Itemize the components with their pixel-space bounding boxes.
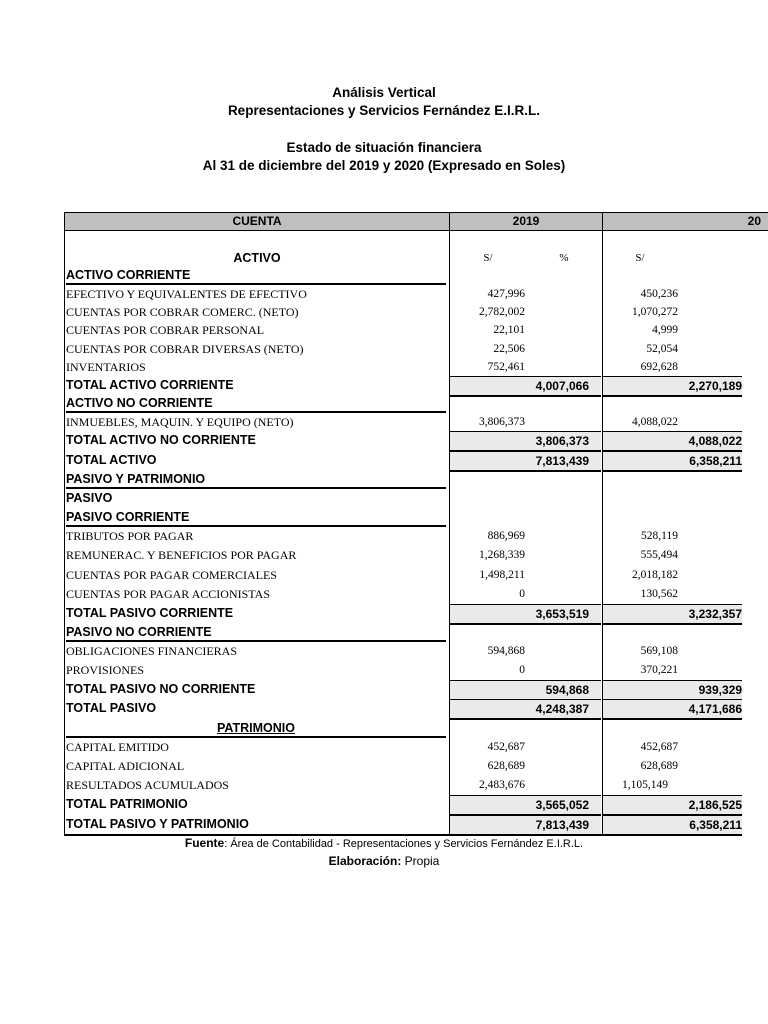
value-2020: 555,494 <box>640 549 678 561</box>
percent-header: % <box>559 252 569 264</box>
table-row <box>64 757 684 776</box>
header-year-2020 <box>602 212 768 231</box>
value-2020: 4,999 <box>652 324 678 336</box>
table-row-total <box>64 604 742 623</box>
value-2019: 3,806,373 <box>479 416 525 428</box>
table-row <box>64 394 684 413</box>
value-2019-text: 7,813,439 <box>535 818 589 832</box>
value-2020: 692,628 <box>640 361 678 373</box>
value-2019: 752,461 <box>487 361 525 373</box>
row-label: TOTAL PASIVO <box>66 701 157 715</box>
row-label: PASIVO Y PATRIMONIO <box>66 470 446 489</box>
value-2020-text: 2,186,525 <box>688 798 742 812</box>
value-2019 <box>449 604 601 625</box>
row-label: REMUNERAC. Y BENEFICIOS POR PAGAR <box>66 548 297 562</box>
currency-2020: S/ <box>635 252 645 264</box>
row-label: TOTAL PASIVO Y PATRIMONIO <box>66 817 249 831</box>
row-label: INVENTARIOS <box>66 360 146 374</box>
row-label: PASIVO NO CORRIENTE <box>66 623 446 642</box>
value-2020 <box>602 604 742 625</box>
value-2020: 4,088,022 <box>632 416 678 428</box>
table-row <box>64 470 684 489</box>
value-2019 <box>449 451 601 472</box>
table-row-total <box>64 431 742 450</box>
value-2019-text: 594,868 <box>545 683 589 697</box>
table-row-total <box>64 451 742 470</box>
row-label: OBLIGACIONES FINANCIERAS <box>66 644 238 658</box>
value-2020: 130,562 <box>640 588 678 600</box>
table-row <box>64 738 684 757</box>
value-2020 <box>602 795 742 816</box>
table-row <box>64 303 684 322</box>
row-label: CUENTAS POR COBRAR DIVERSAS (NETO) <box>66 342 304 356</box>
value-2019 <box>449 680 601 701</box>
fuente-text: : Área de Contabilidad - Representaciones y Servicios Fernández E.I.R.L. <box>224 838 584 850</box>
title-line-1: Análisis Vertical <box>332 85 436 100</box>
currency-2019: S/ <box>483 252 493 264</box>
value-2019 <box>449 795 601 816</box>
value-2019-text: 3,653,519 <box>535 607 589 621</box>
value-2019 <box>449 815 601 836</box>
table-row <box>64 321 684 340</box>
row-label: CUENTAS POR COBRAR PERSONAL <box>66 323 265 337</box>
table-header <box>64 212 768 231</box>
value-2020-text: 2,270,189 <box>688 379 742 393</box>
row-label: TOTAL PASIVO NO CORRIENTE <box>66 682 256 696</box>
row-label <box>66 719 446 738</box>
table-row <box>64 546 684 565</box>
value-2020: 528,119 <box>641 530 678 542</box>
value-2020: 370,221 <box>640 664 678 676</box>
column-divider-2020 <box>602 231 603 835</box>
value-2019: 22,506 <box>493 343 525 355</box>
value-2020: 1,105,149 <box>622 779 668 791</box>
value-2020: 569,108 <box>640 645 678 657</box>
title-line-4: Al 31 de diciembre del 2019 y 2020 (Expresado en Soles) <box>202 158 566 173</box>
header-year-2019: 2019 <box>449 212 603 231</box>
value-2020: 450,236 <box>640 288 678 300</box>
table-row <box>64 489 684 508</box>
table-row-total <box>64 795 742 814</box>
header-year-2020-text: 20 <box>747 214 761 228</box>
table-row <box>64 413 684 432</box>
table-row <box>64 661 684 680</box>
value-2019: 594,868 <box>487 645 525 657</box>
row-label: CAPITAL ADICIONAL <box>66 759 185 773</box>
value-2019-text: 4,248,387 <box>535 702 589 716</box>
value-2020: 1,070,272 <box>632 306 678 318</box>
row-label: TOTAL ACTIVO CORRIENTE <box>66 378 234 392</box>
table-row <box>64 642 684 661</box>
footer-elaboration <box>0 854 768 868</box>
table-row <box>64 776 684 795</box>
row-label: TOTAL ACTIVO NO CORRIENTE <box>66 433 256 447</box>
row-label: CUENTAS POR PAGAR ACCIONISTAS <box>66 587 271 601</box>
row-label: TOTAL PASIVO CORRIENTE <box>66 606 234 620</box>
value-2020-text: 4,088,022 <box>688 434 742 448</box>
value-2020 <box>602 680 742 701</box>
value-2019: 427,996 <box>487 288 525 300</box>
row-label: PROVISIONES <box>66 663 145 677</box>
value-2020 <box>602 699 742 720</box>
value-2019-text: 4,007,066 <box>535 379 589 393</box>
value-2020: 452,687 <box>640 741 678 753</box>
table-row-total <box>64 680 742 699</box>
table-row <box>64 358 684 377</box>
table-row <box>64 527 684 546</box>
row-label: TOTAL ACTIVO <box>66 453 157 467</box>
row-label: CUENTAS POR COBRAR COMERC. (NETO) <box>66 305 299 319</box>
value-2019: 2,782,002 <box>479 306 525 318</box>
value-2019-text: 7,813,439 <box>535 454 589 468</box>
table-row-total <box>64 376 742 395</box>
row-label: PASIVO <box>66 491 113 505</box>
table-row-total <box>64 699 742 718</box>
row-label: ACTIVO CORRIENTE <box>66 266 446 285</box>
row-label: TOTAL PATRIMONIO <box>66 797 188 811</box>
row-label: INMUEBLES, MAQUIN. Y EQUIPO (NETO) <box>66 415 294 429</box>
row-label: RESULTADOS ACUMULADOS <box>66 778 229 792</box>
table-row-total <box>64 815 742 834</box>
value-2020: 2,018,182 <box>632 569 678 581</box>
table-row <box>64 719 684 738</box>
section-patrimonio: PATRIMONIO <box>216 721 295 735</box>
table-row <box>64 585 684 604</box>
value-2020: 52,054 <box>646 343 678 355</box>
value-2019-text: 3,565,052 <box>535 798 589 812</box>
value-2019: 1,498,211 <box>479 569 525 581</box>
fuente-label: Fuente <box>184 836 225 850</box>
table-left-border <box>64 231 65 835</box>
value-2019: 1,268,339 <box>479 549 525 561</box>
title-line-3: Estado de situación financiera <box>286 140 482 155</box>
table-row <box>64 340 684 359</box>
elaboracion-label: Elaboración: <box>328 854 402 868</box>
row-label: TRIBUTOS POR PAGAR <box>66 529 194 543</box>
value-2020-text: 3,232,357 <box>688 607 742 621</box>
table-row <box>64 566 684 585</box>
table-row <box>64 285 684 304</box>
row-label: CAPITAL EMITIDO <box>66 740 169 754</box>
report-title-block <box>0 84 768 175</box>
table-row <box>64 623 684 642</box>
value-2020: 628,689 <box>640 760 678 772</box>
value-2019 <box>449 699 601 720</box>
value-2019: 0 <box>519 588 525 600</box>
value-2020 <box>602 431 742 452</box>
value-2019: 22,101 <box>493 324 525 336</box>
value-2019: 452,687 <box>487 741 525 753</box>
value-2020-text: 939,329 <box>698 683 742 697</box>
value-2019: 886,969 <box>487 530 525 542</box>
header-cuenta: CUENTA <box>64 212 450 231</box>
value-2019-text: 3,806,373 <box>535 434 589 448</box>
column-divider-2019 <box>449 231 450 835</box>
value-2019: 0 <box>519 664 525 676</box>
table-row <box>64 508 684 527</box>
elaboracion-text: Propia <box>401 854 440 868</box>
row-label: ACTIVO NO CORRIENTE <box>66 394 446 413</box>
value-2019: 2,483,676 <box>479 779 525 791</box>
title-line-2: Representaciones y Servicios Fernández E.I.R.L. <box>227 103 541 118</box>
row-label: PASIVO CORRIENTE <box>66 508 446 527</box>
value-2019: 628,689 <box>487 760 525 772</box>
section-activo: ACTIVO <box>233 251 281 265</box>
row-label: CUENTAS POR PAGAR COMERCIALES <box>66 568 277 582</box>
table-row <box>64 266 684 285</box>
value-2020-text: 6,358,211 <box>689 818 742 832</box>
value-2020-text: 6,358,211 <box>689 454 742 468</box>
value-2020 <box>602 815 742 836</box>
row-label: EFECTIVO Y EQUIVALENTES DE EFECTIVO <box>66 287 307 301</box>
footer-source <box>0 836 768 850</box>
value-2019 <box>449 431 601 452</box>
value-2020-text: 4,171,686 <box>688 702 742 716</box>
value-2020 <box>602 451 742 472</box>
